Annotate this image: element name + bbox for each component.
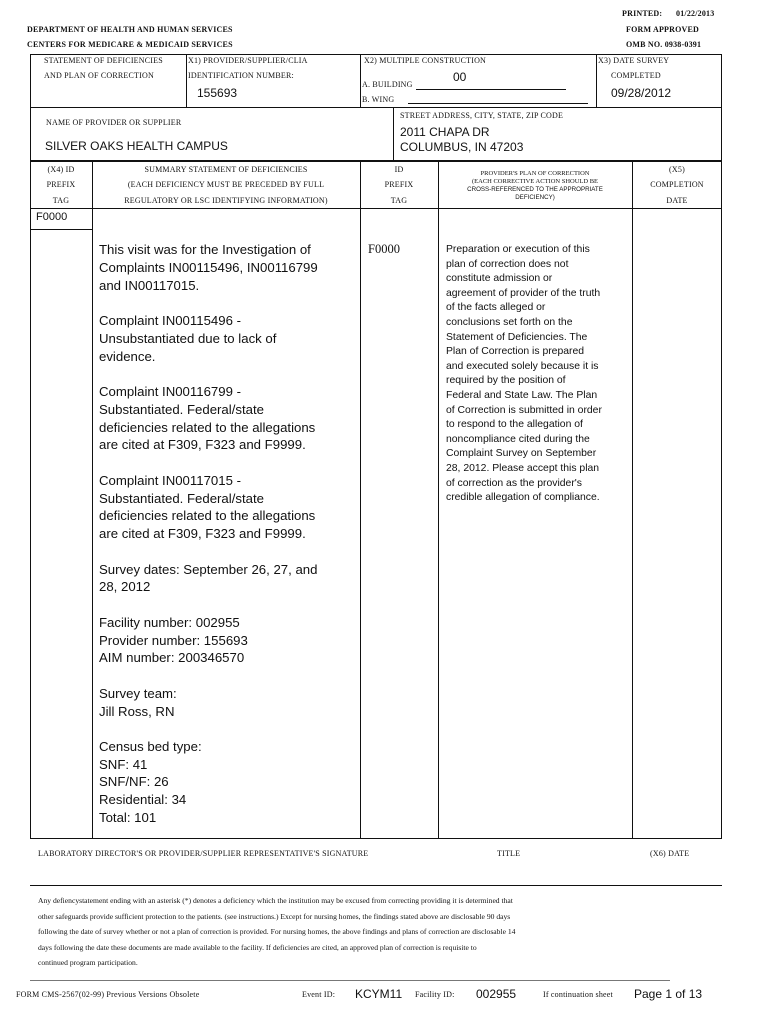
right-tag: F0000 — [368, 242, 400, 256]
poc-line: constitute admission or — [446, 273, 553, 285]
event-id-label: Event ID: — [302, 990, 336, 999]
summary-header-3: REGULATORY OR LSC IDENTIFYING INFORMATION) — [124, 196, 328, 205]
summary-paragraph: Census bed type: SNF: 41 SNF/NF: 26 Residential: 34 Total: 101 — [99, 738, 202, 826]
plan-of-correction — [446, 243, 630, 506]
provider-name: SILVER OAKS HEALTH CAMPUS — [45, 139, 228, 153]
poc-header-3: CROSS-REFERENCED TO THE APPROPRIATE — [467, 186, 603, 193]
poc-line: of Correction is submitted in order — [446, 404, 602, 416]
signature-label: LABORATORY DIRECTOR'S OR PROVIDER/SUPPLIER REPRESENTATIVE'S SIGNATURE — [38, 849, 369, 858]
disclosure-footnote — [38, 893, 718, 971]
summary-header-1: SUMMARY STATEMENT OF DEFICIENCIES — [144, 165, 308, 174]
page-number: Page 1 of 13 — [634, 987, 703, 1001]
x5-header: (X5) — [669, 165, 685, 174]
summary-paragraph: Survey dates: September 26, 27, and 28, 2012 — [99, 561, 318, 595]
poc-line: plan of correction does not — [446, 258, 569, 270]
summary-header-2: (EACH DEFICIENCY MUST BE PRECEDED BY FULL — [127, 180, 325, 189]
footnote-line: days following the date these documents are made available to the facility. If deficiencies are cited, an approved plan of correction is requisite to — [38, 942, 477, 952]
summary-paragraph: Complaint IN00115496 - Unsubstantiated due to lack of evidence. — [99, 312, 277, 364]
continuation-label: If continuation sheet — [543, 990, 613, 999]
poc-line: Plan of Correction is prepared — [446, 346, 585, 358]
summary-paragraph: Complaint IN00117015 - Substantiated. Federal/state deficiencies related to the allegations are cited at F309, F323 and F9999. — [99, 472, 316, 542]
id-header: ID — [394, 165, 404, 174]
poc-line: required by the position of — [446, 375, 566, 387]
printed-date: 01/22/2013 — [676, 9, 715, 18]
poc-line: Complaint Survey on September — [446, 448, 597, 460]
facility-id-value: 002955 — [476, 987, 517, 1001]
summary-paragraph: Complaint IN00116799 - Substantiated. Federal/state deficiencies related to the allegations are cited at F309, F323 and F9999. — [99, 383, 316, 453]
prefix-header: PREFIX — [46, 180, 76, 189]
poc-line: Preparation or execution of this — [446, 244, 590, 255]
poc-line: noncompliance cited during the — [446, 433, 590, 445]
date-header: DATE — [666, 196, 688, 205]
tag-header: TAG — [52, 196, 70, 205]
completion-header: COMPLETION — [650, 180, 704, 189]
poc-line: 28, 2012. Please accept this plan — [446, 462, 600, 474]
x4-id-header: (X4) ID — [47, 165, 75, 174]
omb-number: OMB NO. 0938-0391 — [626, 40, 702, 49]
street-line-1: 2011 CHAPA DR — [400, 125, 490, 139]
summary-paragraph: Facility number: 002955 Provider number: 155693 AIM number: 200346570 — [99, 614, 248, 666]
facility-id-label: Facility ID: — [415, 990, 455, 999]
prefix2-header: PREFIX — [384, 180, 414, 189]
tag2-header: TAG — [390, 196, 408, 205]
street-label: STREET ADDRESS, CITY, STATE, ZIP CODE — [400, 111, 564, 120]
summary-paragraph: Survey team: Jill Ross, RN — [99, 685, 177, 719]
form-number: FORM CMS-2567(02-99) Previous Versions Obsolete — [16, 990, 200, 999]
footnote-line: following the date of survey whether or not a plan of correction is provided. For nursing homes, the above findings and plans of correction are disclosable 14 — [38, 927, 516, 937]
poc-line: Statement of Deficiencies. The — [446, 331, 588, 343]
poc-line: agreement of provider of the truth — [446, 287, 601, 299]
poc-line: to respond to the allegation of — [446, 419, 583, 431]
x3-label-2: COMPLETED — [611, 71, 661, 80]
street-line-2: COLUMBUS, IN 47203 — [400, 140, 524, 154]
provider-name-label: NAME OF PROVIDER OR SUPPLIER — [46, 118, 182, 127]
poc-line: of correction as the provider's — [446, 477, 582, 489]
provider-number: 155693 — [197, 86, 238, 100]
printed-label: PRINTED: — [622, 9, 663, 18]
footnote-line: continued program participation. — [38, 958, 138, 968]
department-title: DEPARTMENT OF HEALTH AND HUMAN SERVICES — [27, 25, 233, 34]
building-value: 00 — [453, 70, 467, 84]
left-tag: F0000 — [36, 211, 68, 223]
poc-header-2: (EACH CORRECTIVE ACTION SHOULD BE — [471, 178, 599, 185]
poc-header-4: DEFICIENCY) — [515, 194, 555, 201]
x2-label: X2) MULTIPLE CONSTRUCTION — [364, 56, 487, 65]
form-approved: FORM APPROVED — [626, 25, 700, 34]
title-label: TITLE — [497, 849, 521, 858]
event-id-value: KCYM11 — [355, 987, 403, 1001]
x1-label-2: IDENTIFICATION NUMBER: — [188, 71, 294, 80]
x3-label: X3) DATE SURVEY — [598, 56, 670, 65]
poc-line: conclusions set forth on the — [446, 316, 573, 328]
poc-line: of the facts alleged or — [446, 302, 546, 314]
poc-line: and executed solely because it is — [446, 360, 599, 372]
survey-date: 09/28/2012 — [611, 86, 672, 100]
summary-paragraph: This visit was for the Investigation of Complaints IN00115496, IN00116799 and IN00117015. — [99, 242, 318, 293]
statement-label-2: AND PLAN OF CORRECTION — [44, 71, 154, 80]
building-label: A. BUILDING — [362, 80, 413, 89]
footnote-line: other safeguards provide sufficient protection to the patients. (see instructions.) Except for nursing homes, the findings stated above are disclosable 90 days — [38, 911, 511, 921]
summary-statement — [99, 241, 361, 844]
footnote-line: Any defiencystatement ending with an asterisk (*) denotes a deficiency which the institution may be excused from correcting providing it is determined that — [38, 896, 513, 905]
statement-label-1: STATEMENT OF DEFICIENCIES — [44, 56, 163, 65]
poc-line: credible allegation of compliance. — [446, 492, 600, 504]
poc-header-1: PROVIDER'S PLAN OF CORRECTION — [480, 170, 590, 177]
centers-title: CENTERS FOR MEDICARE & MEDICAID SERVICES — [27, 40, 233, 49]
x1-label: X1) PROVIDER/SUPPLIER/CLIA — [188, 56, 308, 65]
x6-date-label: (X6) DATE — [650, 849, 690, 858]
poc-line: Federal and State Law. The Plan — [446, 389, 598, 401]
wing-label: B. WING — [362, 95, 395, 104]
